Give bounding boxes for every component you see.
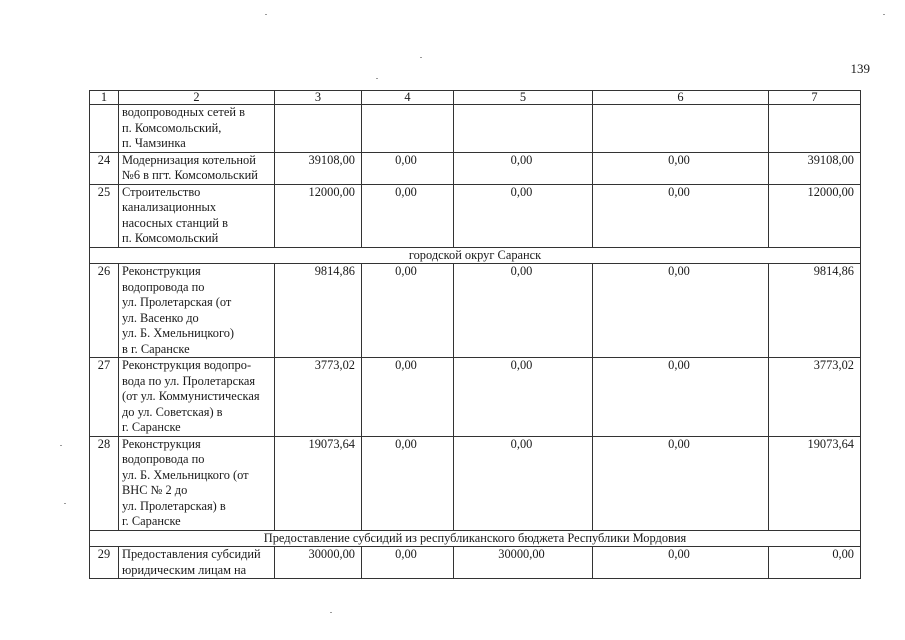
scan-speck: [376, 78, 378, 79]
cell-value: 19073,64: [769, 436, 861, 530]
section-row: [90, 247, 861, 264]
cell-value: 30000,00: [275, 547, 362, 579]
row-number: 27: [90, 358, 119, 437]
row-name: Реконструкция водопровода по ул. Пролетарская (от ул. Васенко до ул. Б. Хмельницкого) в г. Саранске: [119, 264, 275, 358]
row-name: Реконструкция водопро- вода по ул. Пролетарская (от ул. Коммунистическая до ул. Советская) в г. Саранске: [119, 358, 275, 437]
row-name: Предоставления субсидий юридическим лицам на: [119, 547, 275, 579]
column-header: 5: [454, 91, 593, 105]
scan-speck: [60, 445, 62, 446]
table-row: [90, 184, 861, 247]
row-number: 28: [90, 436, 119, 530]
section-row: [90, 530, 861, 547]
section-title: городской округ Саранск: [90, 247, 861, 264]
scan-speck: [330, 612, 332, 613]
row-name: Строительство канализационных насосных станций в п. Комсомольский: [119, 184, 275, 247]
section-title: Предоставление субсидий из республиканского бюджета Республики Мордовия: [90, 530, 861, 547]
budget-table: [89, 90, 861, 579]
cell-value: 9814,86: [769, 264, 861, 358]
table-row: [90, 547, 861, 579]
scan-speck: [420, 57, 422, 58]
table-row: [90, 358, 861, 437]
table-row: [90, 152, 861, 184]
table-row: [90, 436, 861, 530]
row-number: 24: [90, 152, 119, 184]
cell-value: 39108,00: [769, 152, 861, 184]
cell-value: 0,00: [593, 264, 769, 358]
scan-speck: [64, 503, 66, 504]
cell-value: 0,00: [593, 152, 769, 184]
column-header: 3: [275, 91, 362, 105]
cell-value: 0,00: [362, 436, 454, 530]
scan-speck: [265, 14, 267, 15]
cell-value: 0,00: [362, 264, 454, 358]
column-header: 4: [362, 91, 454, 105]
column-header: 6: [593, 91, 769, 105]
cell-value: [769, 105, 861, 153]
column-header: 2: [119, 91, 275, 105]
cell-value: 0,00: [593, 358, 769, 437]
cell-value: 0,00: [454, 358, 593, 437]
row-number: 29: [90, 547, 119, 579]
cell-value: 0,00: [362, 547, 454, 579]
cell-value: 39108,00: [275, 152, 362, 184]
cell-value: 3773,02: [769, 358, 861, 437]
cell-value: 3773,02: [275, 358, 362, 437]
column-header: 7: [769, 91, 861, 105]
table-header-row: [90, 91, 861, 105]
row-name: Реконструкция водопровода по ул. Б. Хмельницкого (от ВНС № 2 до ул. Пролетарская) в г. Саранске: [119, 436, 275, 530]
row-number: 26: [90, 264, 119, 358]
cell-value: 0,00: [593, 436, 769, 530]
cell-value: 0,00: [769, 547, 861, 579]
cell-value: 0,00: [593, 184, 769, 247]
scan-speck: [883, 14, 885, 15]
cell-value: 0,00: [362, 152, 454, 184]
cell-value: 12000,00: [275, 184, 362, 247]
cell-value: 12000,00: [769, 184, 861, 247]
cell-value: [275, 105, 362, 153]
page-number: 139: [850, 61, 870, 76]
cell-value: [454, 105, 593, 153]
cell-value: 0,00: [454, 152, 593, 184]
cell-value: 30000,00: [454, 547, 593, 579]
cell-value: 9814,86: [275, 264, 362, 358]
cell-value: [593, 105, 769, 153]
cell-value: 0,00: [362, 358, 454, 437]
cell-value: 0,00: [362, 184, 454, 247]
cell-value: 19073,64: [275, 436, 362, 530]
cell-value: 0,00: [454, 184, 593, 247]
cell-value: [362, 105, 454, 153]
row-number: 25: [90, 184, 119, 247]
cell-value: 0,00: [454, 436, 593, 530]
row-number: [90, 105, 119, 153]
table-row: [90, 105, 861, 153]
column-header: 1: [90, 91, 119, 105]
row-name: Модернизация котельной №6 в пгт. Комсомольский: [119, 152, 275, 184]
cell-value: 0,00: [593, 547, 769, 579]
row-name: водопроводных сетей в п. Комсомольский, п. Чамзинка: [119, 105, 275, 153]
table-row: [90, 264, 861, 358]
cell-value: 0,00: [454, 264, 593, 358]
